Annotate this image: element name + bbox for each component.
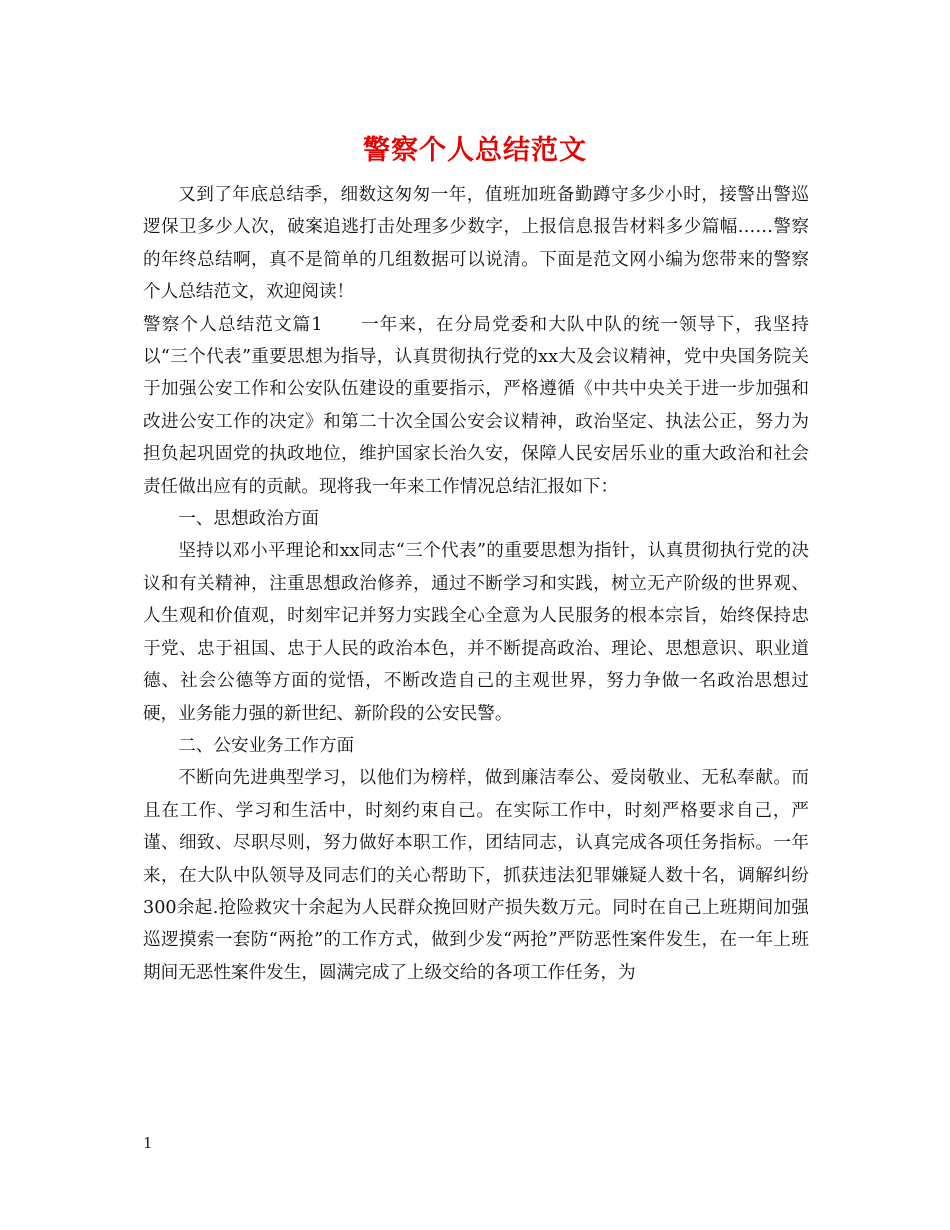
paragraph-section-1: 警察个人总结范文篇1 一年来，在分局党委和大队中队的统一领导下，我坚持以“三个代表”重要思想为指导，认真贯彻执行党的xx大及会议精神，党中央国务院关于加强公安工作和公安队伍建设的重要指示，严格遵循《中共中央关于进一步加强和改进公安工作的决定》和第二十次全国公安会议精神，政治坚定、执法公正，努力为担负起巩固党的执政地位，维护国家长治久安，保障人民安居乐业的重大政治和社会责任做出应有的贡献。现将我一年来工作情况总结汇报如下： xyxy=(143,314,809,497)
heading-police-work: 二、公安业务工作方面 xyxy=(178,735,355,756)
document-body xyxy=(143,171,809,989)
heading-ideology: 一、思想政治方面 xyxy=(178,509,319,530)
document-title: 警察个人总结范文 xyxy=(363,135,587,166)
page-number: 1 xyxy=(143,1134,153,1152)
paragraph-intro: 又到了年底总结季，细数这匆匆一年，值班加班备勤蹲守多少小时，接警出警巡逻保卫多少人次，破案追逃打击处理多少数字，上报信息报告材料多少篇幅……警察的年终总结啊，真不是简单的几组数据可以说清。下面是范文网小编为您带来的警察个人总结范文，欢迎阅读！ xyxy=(143,185,809,303)
paragraph-police-work: 不断向先进典型学习，以他们为榜样，做到廉洁奉公、爱岗敬业、无私奉献。而且在工作、学习和生活中，时刻约束自己。在实际工作中，时刻严格要求自己，严谨、细致、尽职尽则，努力做好本职工作，团结同志，认真完成各项任务指标。一年来，在大队中队领导及同志们的关心帮助下，抓获违法犯罪嫌疑人数十名，调解纠纷300余起.抢险救灾十余起为人民群众挽回财产损失数万元。同时在自己上班期间加强巡逻摸索一套防“两抢”的工作方式，做到少发“两抢”严防恶性案件发生，在一年上班期间无恶性案件发生，圆满完成了上级交给的各项工作任务，为 xyxy=(143,768,809,983)
paragraph-ideology: 坚持以邓小平理论和xx同志“三个代表”的重要思想为指针，认真贯彻执行党的决议和有关精神，注重思想政治修养，通过不断学习和实践，树立无产阶级的世界观、人生观和价值观，时刻牢记并努力实践全心全意为人民服务的根本宗旨，始终保持忠于党、忠于祖国、忠于人民的政治本色，并不断提高政治、理论、思想意识、职业道德、社会公德等方面的觉悟，不断改造自己的主观世界，努力争做一名政治思想过硬，业务能力强的新世纪、新阶段的公安民警。 xyxy=(143,541,809,724)
